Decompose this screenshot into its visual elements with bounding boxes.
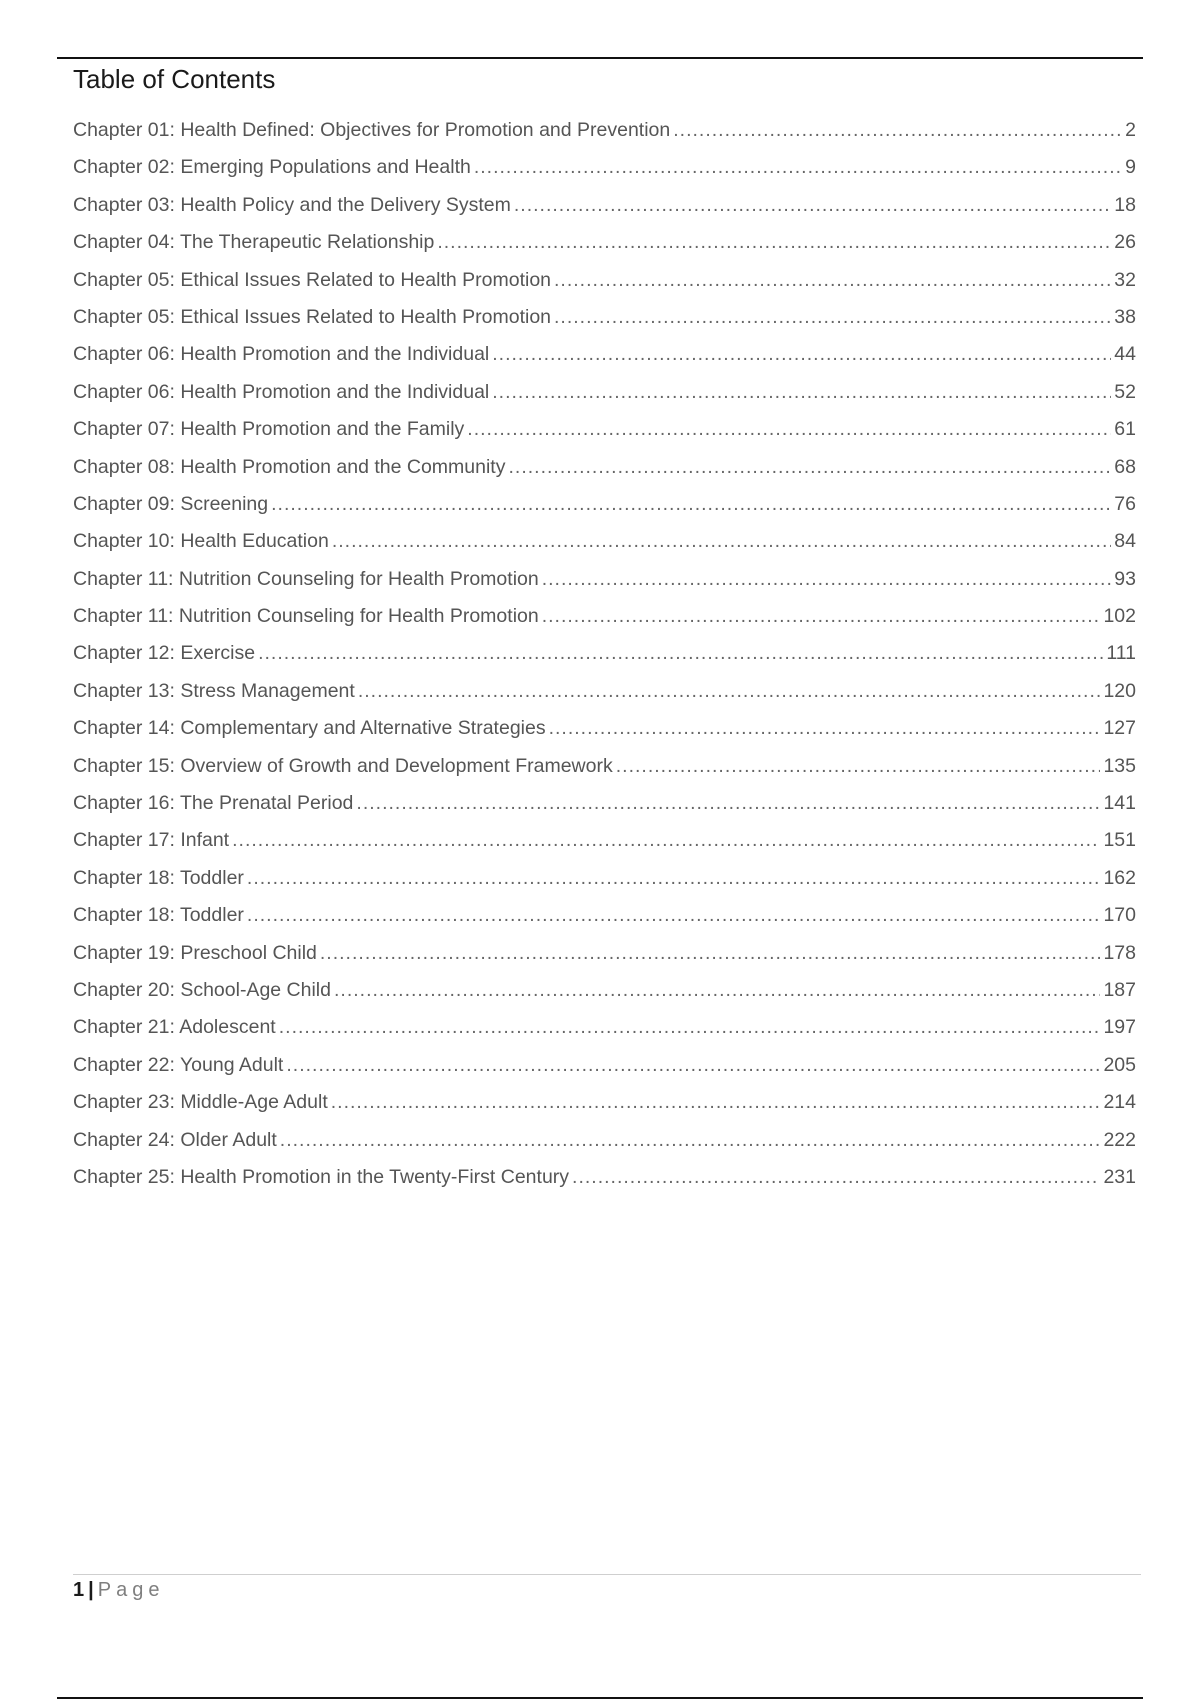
toc-entry[interactable]	[73, 829, 1136, 866]
toc-entry-label: Chapter 02: Emerging Populations and Health	[73, 156, 471, 179]
toc-dot-leader	[492, 343, 1111, 366]
toc-entry[interactable]	[73, 1129, 1136, 1166]
toc-dot-leader	[542, 568, 1112, 591]
toc-title: Table of Contents	[73, 64, 276, 94]
toc-dot-leader	[554, 269, 1111, 292]
toc-entry-page-number: 205	[1103, 1053, 1136, 1076]
toc-dot-leader	[271, 493, 1111, 516]
toc-dot-leader	[673, 119, 1122, 142]
toc-entry[interactable]	[73, 1091, 1136, 1128]
footer-separator: |	[88, 1579, 94, 1601]
toc-entry-page-number: 26	[1114, 231, 1136, 254]
toc-entry-label: Chapter 12: Exercise	[73, 642, 256, 665]
toc-entry-page-number: 231	[1103, 1165, 1136, 1188]
toc-entry-page-number: 187	[1103, 978, 1136, 1001]
toc-entry-label: Chapter 18: Toddler	[73, 866, 244, 889]
toc-dot-leader	[280, 1129, 1101, 1152]
toc-entry-label: Chapter 13: Stress Management	[73, 679, 355, 702]
toc-entry-page-number: 127	[1103, 717, 1136, 740]
toc-entry-label: Chapter 16: The Prenatal Period	[73, 792, 354, 815]
toc-entry-page-number: 102	[1103, 605, 1136, 628]
toc-entry[interactable]	[73, 568, 1136, 605]
toc-dot-leader	[356, 792, 1100, 815]
toc-entry-label: Chapter 23: Middle-Age Adult	[73, 1091, 328, 1114]
toc-entry[interactable]	[73, 867, 1136, 904]
toc-entry-page-number: 120	[1103, 679, 1136, 702]
toc-dot-leader	[320, 942, 1101, 965]
toc-entry-label: Chapter 06: Health Promotion and the Individual	[73, 343, 490, 366]
toc-entry-page-number: 197	[1103, 1016, 1136, 1039]
toc-entry[interactable]	[73, 231, 1136, 268]
toc-dot-leader	[508, 456, 1111, 479]
toc-entry-label: Chapter 25: Health Promotion in the Twenty-First Century	[73, 1165, 570, 1188]
toc-entry-label: Chapter 14: Complementary and Alternative Strategies	[73, 717, 546, 740]
toc-dot-leader	[258, 642, 1103, 665]
toc-entry-page-number: 52	[1114, 380, 1136, 403]
toc-entry-page-number: 222	[1103, 1128, 1136, 1151]
toc-dot-leader	[286, 1054, 1100, 1077]
toc-entry-page-number: 38	[1114, 305, 1136, 328]
toc-entry-page-number: 141	[1103, 792, 1136, 815]
toc-entry-label: Chapter 21: Adolescent	[73, 1016, 276, 1039]
toc-entry-label: Chapter 20: School-Age Child	[73, 978, 331, 1001]
toc-entry[interactable]	[73, 456, 1136, 493]
toc-entry-label: Chapter 18: Toddler	[73, 904, 244, 927]
toc-entry-page-number: 135	[1103, 754, 1136, 777]
toc-entry-page-number: 214	[1103, 1091, 1136, 1114]
toc-dot-leader	[467, 418, 1111, 441]
top-border-rule	[57, 57, 1143, 59]
toc-entry-page-number: 178	[1103, 941, 1136, 964]
toc-dot-leader	[279, 1016, 1101, 1039]
toc-entry[interactable]	[73, 119, 1136, 156]
toc-entry[interactable]	[73, 942, 1136, 979]
toc-entry-label: Chapter 10: Health Education	[73, 530, 329, 553]
toc-entry-label: Chapter 01: Health Defined: Objectives for Promotion and Prevention	[73, 119, 671, 141]
toc-entry-label: Chapter 11: Nutrition Counseling for Health Promotion	[73, 567, 539, 590]
toc-entry-page-number: 68	[1114, 455, 1136, 478]
toc-entry-page-number: 170	[1103, 904, 1136, 927]
toc-entry-label: Chapter 11: Nutrition Counseling for Health Promotion	[73, 605, 539, 628]
toc-entry[interactable]	[73, 605, 1136, 642]
toc-entry[interactable]	[73, 792, 1136, 829]
toc-dot-leader	[542, 605, 1101, 628]
toc-entry-page-number: 84	[1114, 530, 1136, 553]
footer-divider	[73, 1574, 1141, 1575]
toc-dot-leader	[331, 1091, 1101, 1114]
toc-entry-page-number: 162	[1103, 866, 1136, 889]
toc-entry-label: Chapter 07: Health Promotion and the Family	[73, 418, 465, 441]
toc-entry-page-number: 9	[1125, 156, 1136, 179]
toc-entry[interactable]	[73, 642, 1136, 679]
toc-dot-leader	[474, 156, 1122, 179]
toc-entry-label: Chapter 03: Health Policy and the Delivery System	[73, 193, 511, 216]
toc-entry-label: Chapter 06: Health Promotion and the Individual	[73, 380, 490, 403]
toc-entry[interactable]	[73, 381, 1136, 418]
toc-dot-leader	[232, 829, 1100, 852]
toc-entry[interactable]	[73, 306, 1136, 343]
toc-entry[interactable]	[73, 1016, 1136, 1053]
page-footer	[73, 1579, 164, 1602]
toc-dot-leader	[247, 904, 1101, 927]
toc-entry-label: Chapter 15: Overview of Growth and Development Framework	[73, 754, 613, 777]
toc-entry-page-number: 151	[1103, 829, 1136, 852]
toc-entry[interactable]	[73, 156, 1136, 193]
bottom-border-rule	[57, 1697, 1143, 1699]
toc-entry-label: Chapter 08: Health Promotion and the Community	[73, 455, 506, 478]
toc-entry[interactable]	[73, 979, 1136, 1016]
footer-page-number: 1	[73, 1579, 85, 1601]
toc-dot-leader	[437, 231, 1111, 254]
toc-entry[interactable]	[73, 680, 1136, 717]
toc-entry[interactable]	[73, 904, 1136, 941]
toc-entry-page-number: 61	[1114, 418, 1136, 441]
toc-dot-leader	[554, 306, 1111, 329]
toc-entry-page-number: 111	[1106, 642, 1136, 665]
footer-page-word: Page	[97, 1579, 165, 1601]
toc-entry-label: Chapter 19: Preschool Child	[73, 941, 317, 964]
toc-dot-leader	[332, 530, 1111, 553]
toc-entry-page-number: 93	[1114, 567, 1136, 590]
toc-dot-leader	[514, 194, 1111, 217]
toc-entry-label: Chapter 05: Ethical Issues Related to Health Promotion	[73, 268, 552, 291]
toc-entry[interactable]	[73, 717, 1136, 754]
toc-entry-label: Chapter 22: Young Adult	[73, 1053, 284, 1076]
toc-entry[interactable]	[73, 493, 1136, 530]
toc-dot-leader	[492, 381, 1111, 404]
toc-dot-leader	[549, 717, 1101, 740]
toc-entry[interactable]	[73, 1054, 1136, 1091]
toc-entry-label: Chapter 09: Screening	[73, 492, 269, 515]
toc-dot-leader	[572, 1166, 1100, 1189]
toc-entry-label: Chapter 04: The Therapeutic Relationship	[73, 231, 435, 254]
toc-entry[interactable]	[73, 418, 1136, 455]
toc-entry-page-number: 32	[1114, 268, 1136, 291]
toc-entry-label: Chapter 05: Ethical Issues Related to Health Promotion	[73, 305, 552, 328]
toc-entry-label: Chapter 17: Infant	[73, 829, 230, 852]
toc-entry[interactable]	[73, 755, 1136, 792]
toc-dot-leader	[616, 755, 1101, 778]
toc-entry-page-number: 44	[1114, 343, 1136, 366]
toc-entry-page-number: 76	[1114, 492, 1136, 515]
toc-entry-page-number: 2	[1125, 119, 1136, 141]
toc-entry[interactable]	[73, 1166, 1136, 1203]
toc-entry[interactable]	[73, 343, 1136, 380]
toc-entry[interactable]	[73, 269, 1136, 306]
toc-entry[interactable]	[73, 194, 1136, 231]
table-of-contents	[73, 119, 1136, 1203]
toc-dot-leader	[334, 979, 1100, 1002]
toc-dot-leader	[247, 867, 1101, 890]
toc-dot-leader	[358, 680, 1101, 703]
toc-entry-label: Chapter 24: Older Adult	[73, 1128, 277, 1151]
toc-entry[interactable]	[73, 530, 1136, 567]
toc-entry-page-number: 18	[1114, 193, 1136, 216]
